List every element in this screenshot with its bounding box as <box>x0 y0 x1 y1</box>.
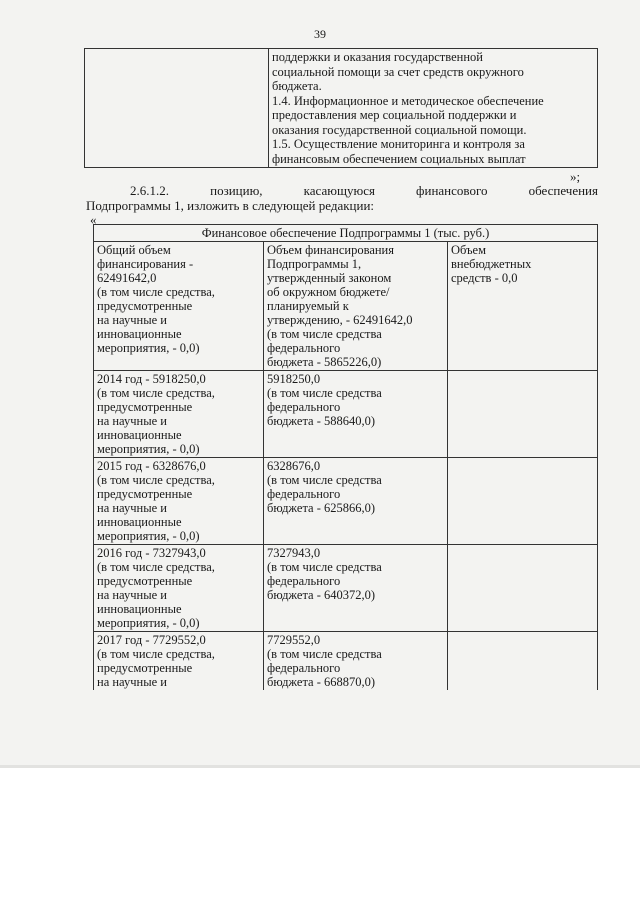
text-line: бюджета - 625866,0) <box>267 501 376 515</box>
text-line: планируемый к <box>267 299 349 313</box>
text-line: на научные и <box>97 501 167 515</box>
text-line: на научные и <box>97 414 167 428</box>
text-line: мероприятия, - 0,0) <box>97 616 200 630</box>
closing-quote: »; <box>570 169 581 184</box>
text-line: 1.4. Информационное и методическое обеспечение <box>272 93 544 108</box>
year-total-cell <box>94 545 264 632</box>
text-line: на научные и <box>97 313 167 327</box>
text-line: предусмотренные <box>97 574 193 588</box>
text-line: 2014 год - 5918250,0 <box>97 372 206 386</box>
text-line: инновационные <box>97 602 182 616</box>
table-row <box>94 242 598 371</box>
text-line: бюджета - 640372,0) <box>267 588 376 602</box>
text-line: на научные и <box>97 675 167 689</box>
text-line: инновационные <box>97 428 182 442</box>
text-line: мероприятия, - 0,0) <box>97 442 200 456</box>
text-line: (в том числе средства, <box>97 647 215 661</box>
text-line: оказания государственной социальной помощи. <box>272 122 527 137</box>
text-line: (в том числе средства <box>267 473 382 487</box>
year-extrabudgetary-cell <box>448 632 598 691</box>
text-line: 6328676,0 <box>267 459 321 473</box>
text-line: утвержденный законом <box>267 271 392 285</box>
paragraph-line-1: 2.6.1.2. позицию, касающуюся финансового обеспечения <box>130 183 598 198</box>
text-line: (в том числе средства, <box>97 560 215 574</box>
financing-table-header: Финансовое обеспечение Подпрограммы 1 (тыс. руб.) <box>94 225 598 242</box>
text-line: утверждению, - 62491642,0 <box>267 313 413 327</box>
text-line: на научные и <box>97 588 167 602</box>
text-line: финансирования - <box>97 257 194 271</box>
text-line: предоставления мер социальной поддержки и <box>272 108 517 122</box>
text-line: (в том числе средства, <box>97 473 215 487</box>
text-line: Объем <box>451 243 486 257</box>
text-line: федерального <box>267 487 341 501</box>
year-total-cell <box>94 632 264 691</box>
year-extrabudgetary-cell <box>448 458 598 545</box>
extrabudgetary-cell <box>448 242 598 371</box>
text-line: 7327943,0 <box>267 546 321 560</box>
table-row <box>94 458 598 545</box>
text-line: 62491642,0 <box>97 271 157 285</box>
measures-cell <box>269 49 598 168</box>
text-line: (в том числе средства <box>267 327 382 341</box>
text-line: (в том числе средства <box>267 560 382 574</box>
text-line: федерального <box>267 574 341 588</box>
text-line: бюджета - 588640,0) <box>267 414 376 428</box>
text-line: 7729552,0 <box>267 633 321 647</box>
text-line: Общий объем <box>97 243 171 257</box>
page-number: 39 <box>314 27 326 41</box>
text-line: инновационные <box>97 515 182 529</box>
text-line: мероприятия, - 0,0) <box>97 341 200 355</box>
year-approved-cell <box>264 545 448 632</box>
text-line: внебюджетных <box>451 257 532 271</box>
year-approved-cell <box>264 458 448 545</box>
text-line: федерального <box>267 400 341 414</box>
text-line: инновационные <box>97 327 182 341</box>
text-line: предусмотренные <box>97 299 193 313</box>
text-line: бюджета - 668870,0) <box>267 675 376 689</box>
text-line: (в том числе средства <box>267 647 382 661</box>
text-line: 1.5. Осуществление мониторинга и контроля за <box>272 137 525 151</box>
text-line: об окружном бюджете/ <box>267 285 390 299</box>
year-total-cell <box>94 458 264 545</box>
year-approved-cell <box>264 632 448 691</box>
total-financing-cell <box>94 242 264 371</box>
text-line: бюджета - 5865226,0) <box>267 355 382 369</box>
text-line: предусмотренные <box>97 487 193 501</box>
text-line: предусмотренные <box>97 400 193 414</box>
paragraph-line-2: Подпрограммы 1, изложить в следующей редакции: <box>86 198 375 213</box>
text-line: мероприятия, - 0,0) <box>97 529 200 543</box>
text-line: финансовым обеспечением социальных выплат <box>272 151 526 166</box>
text-line: Объем финансирования <box>267 243 394 257</box>
text-line: федерального <box>267 341 341 355</box>
year-total-cell <box>94 371 264 458</box>
text-line: 5918250,0 <box>267 372 321 386</box>
table-row <box>94 545 598 632</box>
financing-table <box>93 224 598 690</box>
text-line: бюджета. <box>272 79 322 93</box>
text-line: 2016 год - 7327943,0 <box>97 546 206 560</box>
empty-cell <box>85 49 269 168</box>
page-edge <box>0 765 640 768</box>
text-line: социальной помощи за счет средств окружного <box>272 64 524 79</box>
approved-financing-cell <box>264 242 448 371</box>
text-line: (в том числе средства, <box>97 386 215 400</box>
text-line: (в том числе средства, <box>97 285 215 299</box>
text-line: предусмотренные <box>97 661 193 675</box>
table-row <box>94 371 598 458</box>
text-line: поддержки и оказания государственной <box>272 50 483 64</box>
text-line: (в том числе средства <box>267 386 382 400</box>
text-line: федерального <box>267 661 341 675</box>
continuation-table <box>84 48 598 168</box>
text-line: 2015 год - 6328676,0 <box>97 459 206 473</box>
year-approved-cell <box>264 371 448 458</box>
text-line: средств - 0,0 <box>451 271 518 285</box>
opening-quote: « <box>90 212 97 227</box>
text-line: Подпрограммы 1, <box>267 257 362 271</box>
text-line: 2017 год - 7729552,0 <box>97 633 206 647</box>
year-extrabudgetary-cell <box>448 371 598 458</box>
year-extrabudgetary-cell <box>448 545 598 632</box>
table-row <box>94 632 598 691</box>
